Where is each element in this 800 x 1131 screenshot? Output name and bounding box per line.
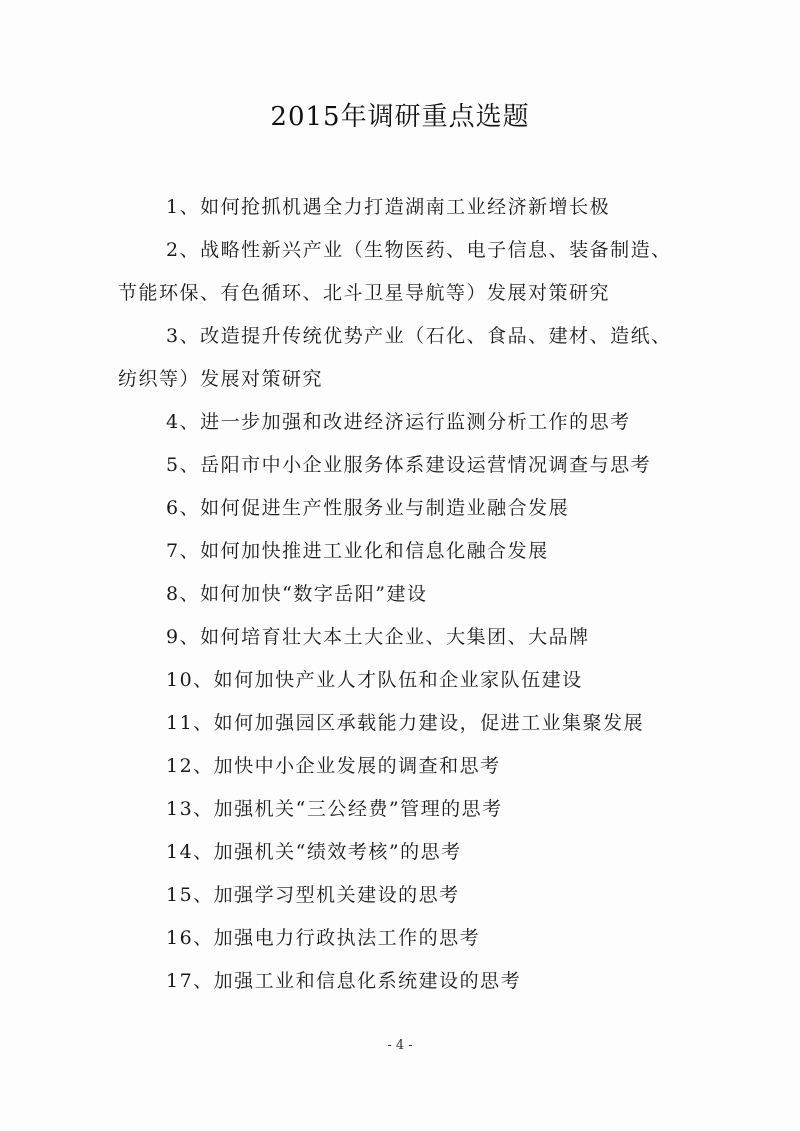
list-item — [118, 401, 678, 444]
list-item-text: 13、加强机关“三公经费”管理的思考 — [166, 798, 503, 820]
list-item-text: 4、进一步加强和改进经济运行监测分析工作的思考 — [166, 411, 631, 433]
topic-list — [118, 186, 678, 1003]
list-item — [118, 616, 678, 659]
list-item-text: 5、岳阳市中小企业服务体系建设运营情况调查与思考 — [166, 454, 652, 476]
list-item — [118, 874, 678, 917]
list-item — [118, 229, 678, 315]
list-item-text: 17、加强工业和信息化系统建设的思考 — [166, 970, 522, 992]
list-item — [118, 573, 678, 616]
list-item — [118, 745, 678, 788]
list-item-text: 11、如何加强园区承载能力建设，促进工业集聚发展 — [166, 712, 645, 734]
list-item — [118, 315, 678, 401]
list-item-text: 8、如何加快“数字岳阳”建设 — [166, 583, 428, 605]
list-item-text: 14、加强机关“绩效考核”的思考 — [166, 841, 462, 863]
list-item-text: 1、如何抢抓机遇全力打造湖南工业经济新增长极 — [166, 196, 611, 218]
list-item — [118, 960, 678, 1003]
list-item — [118, 702, 678, 745]
list-item — [118, 186, 678, 229]
list-item — [118, 487, 678, 530]
list-item-text: 2、战略性新兴产业（生物医药、电子信息、装备制造、 — [166, 239, 672, 261]
list-item — [118, 444, 678, 487]
page-title: 2015年调研重点选题 — [270, 102, 530, 132]
list-item-text: 12、加快中小企业发展的调查和思考 — [166, 755, 501, 777]
list-item — [118, 530, 678, 573]
list-item-continuation: 节能环保、有色循环、北斗卫星导航等）发展对策研究 — [118, 282, 611, 304]
list-item — [118, 788, 678, 831]
list-item — [118, 659, 678, 702]
list-item-text: 10、如何加快产业人才队伍和企业家队伍建设 — [166, 669, 583, 691]
list-item — [118, 831, 678, 874]
list-item-text: 16、加强电力行政执法工作的思考 — [166, 927, 481, 949]
page-number: - 4 - — [387, 1038, 413, 1053]
list-item — [118, 917, 678, 960]
list-item-continuation: 纺织等）发展对策研究 — [118, 368, 324, 390]
list-item-text: 3、改造提升传统优势产业（石化、食品、建材、造纸、 — [166, 325, 672, 347]
list-item-text: 15、加强学习型机关建设的思考 — [166, 884, 460, 906]
list-item-text: 7、如何加快推进工业化和信息化融合发展 — [166, 540, 549, 562]
list-item-text: 6、如何促进生产性服务业与制造业融合发展 — [166, 497, 570, 519]
list-item-text: 9、如何培育壮大本土大企业、大集团、大品牌 — [166, 626, 590, 648]
